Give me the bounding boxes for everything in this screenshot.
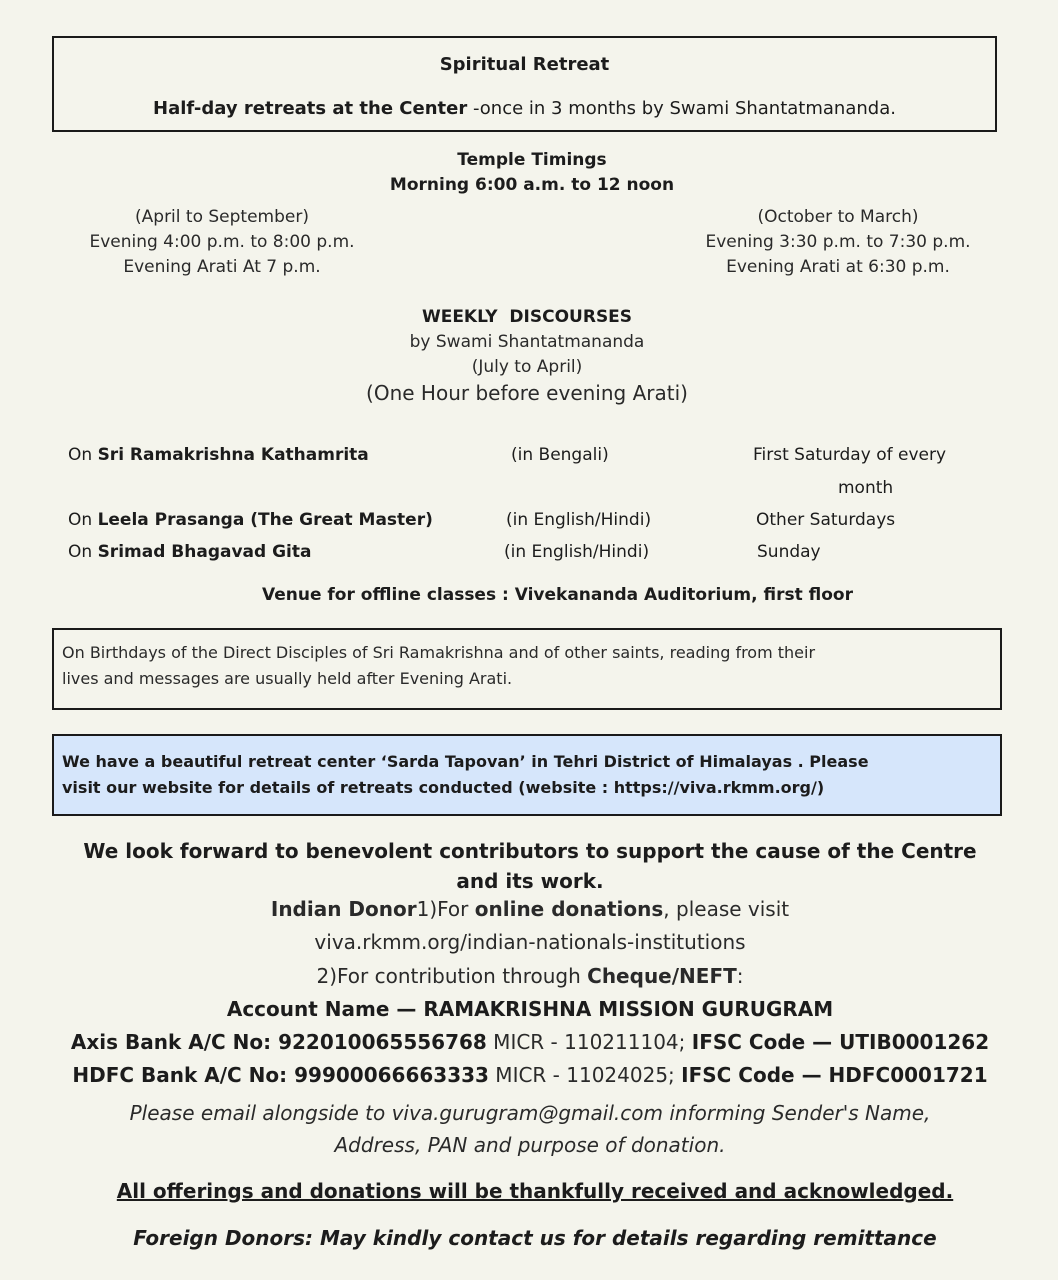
hdfc-micr: MICR - 11024025; [488, 1063, 682, 1087]
retreat-line-rest: -once in 3 months by Swami Shantatmananda. [467, 98, 896, 119]
temple-morning: Morning 6:00 a.m. to 12 noon [389, 175, 675, 195]
temple-left-arati: Evening Arati At 7 p.m. [123, 257, 321, 277]
discourse-subject: Sri Ramakrishna Kathamrita [97, 445, 369, 465]
email-note [30, 1097, 1030, 1161]
discourse-subject: Leela Prasanga (The Great Master) [97, 510, 433, 530]
discourse-subject: Srimad Bhagavad Gita [97, 542, 312, 562]
offerings-note: All offerings and donations will be thankfully received and acknowledged. [116, 1179, 954, 1203]
retreat-box [52, 36, 997, 132]
temple-left-evening: Evening 4:00 p.m. to 8:00 p.m. [89, 232, 355, 252]
birthdays-box [52, 628, 1002, 710]
venue-label: Venue for offline classes : [262, 585, 515, 605]
temple-right-period: (October to March) [757, 207, 919, 227]
indian-donor-line [30, 897, 1030, 921]
online-bold: online donations [474, 897, 664, 921]
discourse-subject-1 [68, 445, 369, 465]
discourse-subject-2 [68, 510, 433, 530]
discourses-months: (July to April) [471, 357, 583, 377]
axis-account: Axis Bank A/C No: 922010065556768 [70, 1030, 487, 1054]
discourse-prefix: On [68, 445, 98, 465]
birthdays-line2: lives and messages are usually held after Evening Arati. [62, 669, 513, 688]
axis-ifsc: IFSC Code — UTIB0001262 [691, 1030, 990, 1054]
discourses-by: by Swami Shantatmananda [409, 332, 645, 352]
cheque-line [30, 964, 1030, 988]
hdfc-account: HDFC Bank A/C No: 99900066663333 [72, 1063, 489, 1087]
temple-title: Temple Timings [457, 150, 607, 170]
cheque-bold: Cheque/NEFT [587, 964, 737, 988]
venue-line [100, 585, 1015, 605]
axis-line [20, 1030, 1040, 1054]
discourse-day-2: Other Saturdays [756, 510, 896, 530]
tapovan-line2: visit our website for details of retreats conducted (website : https://viva.rkmm.org/) [62, 778, 825, 797]
venue-value: Vivekananda Auditorium, first floor [514, 585, 853, 605]
discourse-language-2: (in English/Hindi) [506, 510, 652, 530]
account-name: Account Name — RAMAKRISHNA MISSION GURUGRAM [226, 997, 834, 1021]
tapovan-box [52, 734, 1002, 816]
cheque-pre: 2)For contribution through [316, 964, 588, 988]
discourse-subject-3 [68, 542, 311, 562]
retreat-title: Spiritual Retreat [439, 54, 610, 75]
axis-micr: MICR - 110211104; [486, 1030, 692, 1054]
donation-heading-2: and its work. [456, 869, 604, 893]
temple-right [668, 205, 1008, 280]
retreat-line-bold: Half-day retreats at the Center [153, 98, 468, 119]
discourse-prefix: On [68, 510, 98, 530]
temple-left-period: (April to September) [135, 207, 309, 227]
discourse-day-1b: month [838, 478, 894, 498]
donation-heading-1: We look forward to benevolent contributors to support the cause of the Centre [83, 839, 977, 863]
online-pre: 1)For [416, 897, 475, 921]
online-post: , please visit [663, 897, 790, 921]
online-url: viva.rkmm.org/indian-nationals-institutions [314, 930, 746, 954]
temple-left [52, 205, 392, 280]
indian-donor-label: Indian Donor [270, 897, 417, 921]
retreat-line [54, 98, 995, 119]
email-line2: Address, PAN and purpose of donation. [334, 1133, 726, 1157]
hdfc-ifsc: IFSC Code — HDFC0001721 [681, 1063, 988, 1087]
discourse-day-3: Sunday [757, 542, 821, 562]
cheque-post: : [736, 964, 744, 988]
discourses-title: WEEKLY DISCOURSES [421, 307, 633, 327]
tapovan-line1: We have a beautiful retreat center ‘Sarda Tapovan’ in Tehri District of Himalayas . Please [62, 752, 869, 771]
discourse-prefix: On [68, 542, 98, 562]
discourse-language-3: (in English/Hindi) [504, 542, 650, 562]
donation-heading [30, 836, 1030, 896]
temple-right-evening: Evening 3:30 p.m. to 7:30 p.m. [705, 232, 971, 252]
discourses-timing: (One Hour before evening Arati) [366, 381, 688, 405]
birthdays-line1: On Birthdays of the Direct Disciples of Sri Ramakrishna and of other saints, reading from their [62, 643, 816, 662]
email-line1: Please email alongside to viva.gurugram@gmail.com informing Sender's Name, [129, 1101, 931, 1125]
discourse-day-1: First Saturday of every [753, 445, 947, 465]
foreign-donors-note: Foreign Donors: May kindly contact us for details regarding remittance [133, 1226, 937, 1250]
discourse-language-1: (in Bengali) [511, 445, 609, 465]
temple-right-arati: Evening Arati at 6:30 p.m. [726, 257, 950, 277]
hdfc-line [20, 1063, 1040, 1087]
